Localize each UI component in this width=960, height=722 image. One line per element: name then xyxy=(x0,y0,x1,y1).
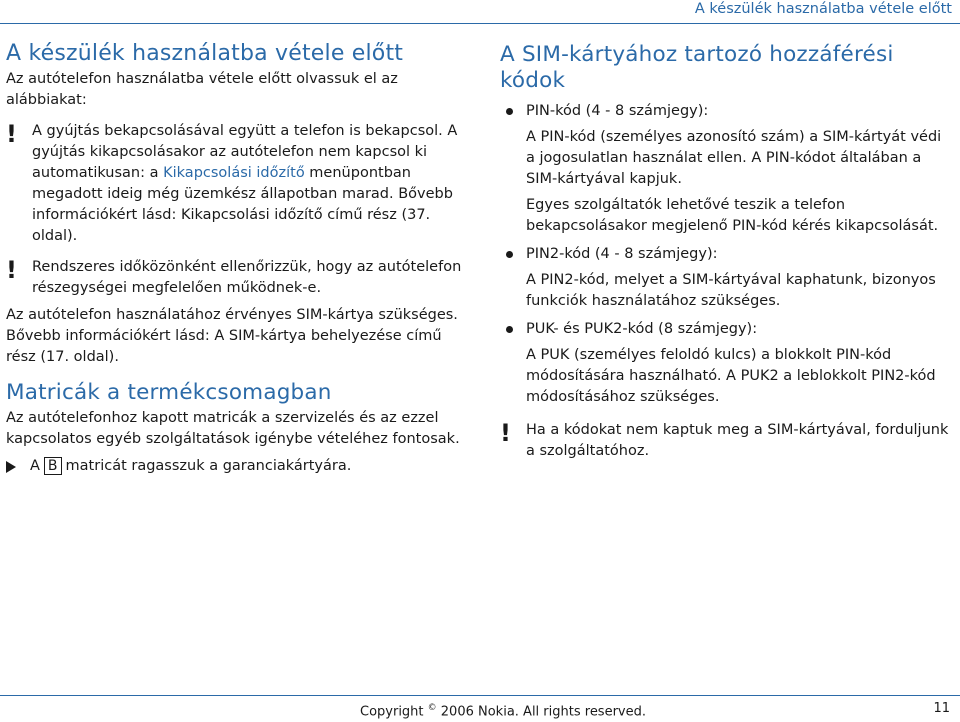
copyright-footer xyxy=(360,703,646,719)
page-number: 11 xyxy=(933,701,950,716)
list-item-puk xyxy=(500,319,950,340)
bullet-icon xyxy=(506,108,513,115)
exclamation-icon: ! xyxy=(6,256,17,284)
item-description: A PIN-kód (személyes azonosító szám) a SIM-kártyát védi a jogosulatlan használat ellen. A PIN-kódot általában a SIM-kártyával kapjuk. xyxy=(526,129,942,187)
right-column xyxy=(500,36,950,462)
sticker-b-label: B xyxy=(44,457,62,475)
stickers-paragraph: Az autótelefonhoz kapott matricák a szervizelés és az ezzel kapcsolatos egyéb szolgáltatások igénybe vételéhez fontosak. xyxy=(6,410,460,447)
exclamation-icon: ! xyxy=(500,419,511,447)
header-rule xyxy=(0,23,960,24)
item-label: PIN2-kód (4 - 8 számjegy): xyxy=(526,246,718,262)
list-item-pin xyxy=(500,101,950,122)
copyright-prefix: Copyright xyxy=(360,704,428,720)
left-column xyxy=(6,36,466,477)
instruction-step xyxy=(6,456,466,477)
warning-note-check-parts xyxy=(6,257,466,299)
item-label: PUK- és PUK2-kód (8 számjegy): xyxy=(526,321,758,337)
list-item-pin2 xyxy=(500,244,950,265)
warning-note-codes xyxy=(500,420,950,462)
note-text-a: A gyújtás bekapcsolásával együtt a telefon is bekapcsol. A gyújtás kikapcsolásakor az autótelefon nem kapcsol ki automatikusan: a xyxy=(32,123,458,181)
bullet-icon xyxy=(506,326,513,333)
section-title-stickers: Matricák a termékcsomagban xyxy=(6,380,332,405)
item-description: A PUK (személyes feloldó kulcs) a blokkolt PIN-kód módosítására használható. A PUK2 a leblokkolt PIN2-kód módosításához szükséges. xyxy=(526,347,936,405)
copyright-text: 2006 Nokia. All rights reserved. xyxy=(436,704,647,720)
section-title-before-use: A készülék használatba vétele előtt xyxy=(6,41,404,66)
section-title-access-codes: A SIM-kártyához tartozó hozzáférési kódok xyxy=(500,42,894,93)
note-text: Rendszeres időközönként ellenőrizzük, hogy az autótelefon részegységei megfelelően működnek-e. xyxy=(32,259,462,296)
item-label: PIN-kód (4 - 8 számjegy): xyxy=(526,103,709,119)
menu-link-shutdown-timer[interactable]: Kikapcsolási időzítő xyxy=(163,165,305,181)
sim-paragraph: Az autótelefon használatához érvényes SIM-kártya szükséges. Bővebb információkért lásd: A SIM-kártya behelyezése című rész (17. oldal). xyxy=(6,307,458,365)
warning-note-ignition xyxy=(6,121,466,247)
arrow-right-icon xyxy=(6,461,16,473)
note-text-b: menüpontban megadott ideig még üzemkész állapotban marad. Bővebb információkért lásd: Kikapcsolási időzítő című rész (37. oldal). xyxy=(32,165,453,244)
item-description: Egyes szolgáltatók lehetővé teszik a telefon bekapcsolásakor megjelenő PIN-kód kérés kikapcsolását. xyxy=(526,197,939,234)
copyright-symbol: © xyxy=(427,703,437,713)
intro-paragraph: Az autótelefon használatba vétele előtt olvassuk el az alábbiakat: xyxy=(6,71,398,108)
bullet-icon xyxy=(506,251,513,258)
step-post: matricát ragasszuk a garanciakártyára. xyxy=(65,458,352,474)
item-description: A PIN2-kód, melyet a SIM-kártyával kaphatunk, bizonyos funkciók használatához szükséges. xyxy=(526,272,936,309)
step-pre: A xyxy=(30,458,40,474)
running-header: A készülék használatba vétele előtt xyxy=(694,1,952,17)
exclamation-icon: ! xyxy=(6,120,17,148)
note-text: Ha a kódokat nem kaptuk meg a SIM-kártyával, forduljunk a szolgáltatóhoz. xyxy=(526,422,949,459)
footer-rule xyxy=(0,695,960,696)
